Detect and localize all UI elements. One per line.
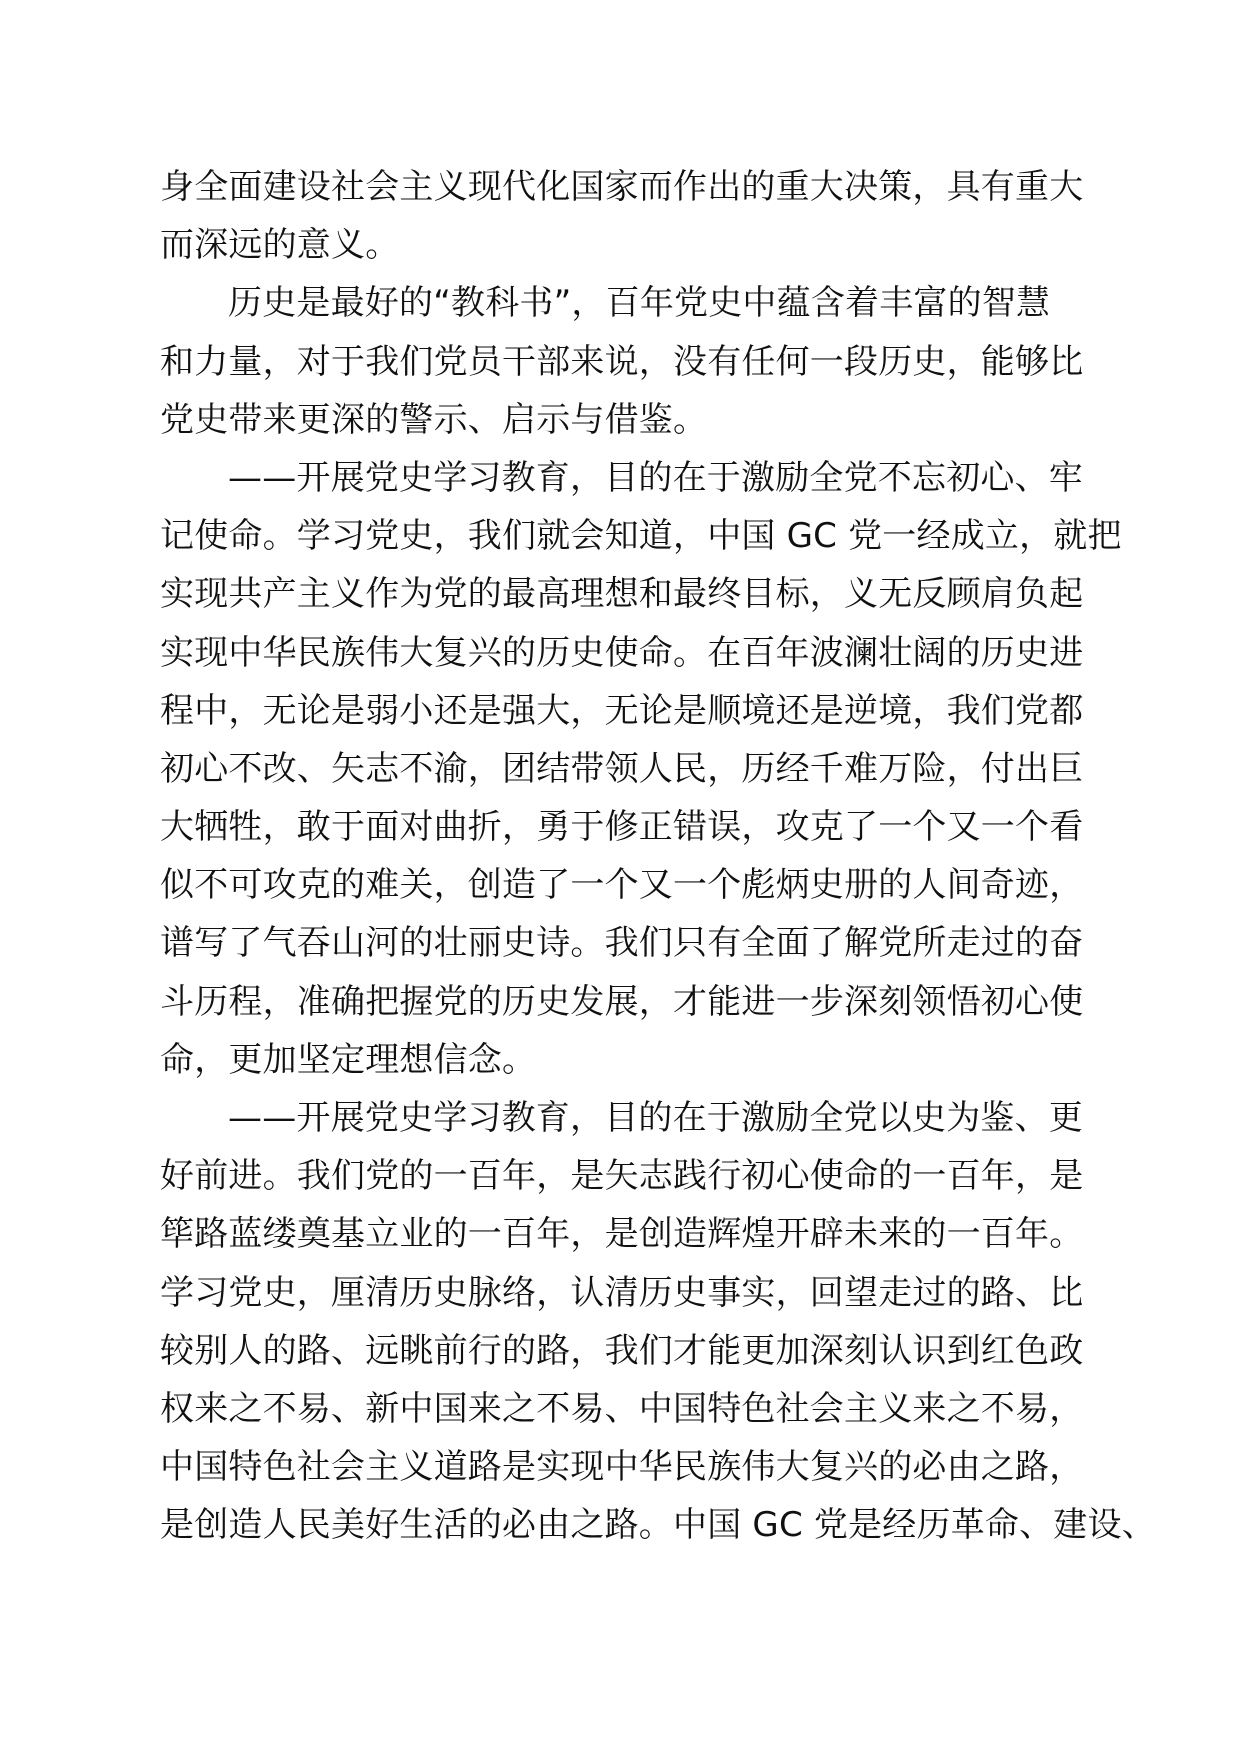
paragraph-start-line: 历史是最好的“教科书”，百年党史中蕴含着丰富的智慧 [228, 283, 1051, 324]
text-line: 程中，无论是弱小还是强大，无论是顺境还是逆境，我们党都 [160, 690, 1084, 731]
text-line: 党史带来更深的警示、启示与借鉴。 [160, 399, 708, 440]
text-line: 实现共产主义作为党的最高理想和最终目标，义无反顾肩负起 [160, 574, 1084, 615]
text-line: 似不可攻克的难关，创造了一个又一个彪炳史册的人间奇迹， [160, 865, 1084, 906]
paragraph-start-line: ——开展党史学习教育，目的在于激励全党以史为鉴、更 [228, 1098, 1083, 1138]
text-line: 命，更加坚定理想信念。 [160, 1039, 537, 1080]
text-line: 是创造人民美好生活的必由之路。中国 GC 党是经历革命、建设、 [160, 1505, 1156, 1546]
text-line: 大牺牲，敢于面对曲折，勇于修正错误，攻克了一个又一个看 [160, 807, 1084, 848]
text-line: 谱写了气吞山河的壮丽史诗。我们只有全面了解党所走过的奋 [160, 923, 1084, 964]
text-line: 实现中华民族伟大复兴的历史使命。在百年波澜壮阔的历史进 [160, 632, 1084, 673]
text-line: 和力量，对于我们党员干部来说，没有任何一段历史，能够比 [160, 341, 1084, 382]
text-line: 身全面建设社会主义现代化国家而作出的重大决策，具有重大 [160, 167, 1084, 207]
text-line: 学习党史，厘清历史脉络，认清历史事实，回望走过的路、比 [160, 1272, 1084, 1313]
text-line: 而深远的意义。 [160, 225, 400, 266]
text-line: 好前进。我们党的一百年，是矢志践行初心使命的一百年，是 [160, 1156, 1084, 1197]
body-text [160, 158, 1156, 1555]
text-line: 筚路蓝缕奠基立业的一百年，是创造辉煌开辟未来的一百年。 [160, 1214, 1084, 1255]
paragraph-start-line: ——开展党史学习教育，目的在于激励全党不忘初心、牢 [228, 457, 1083, 498]
text-line: 初心不改、矢志不渝，团结带领人民，历经千难万险，付出巨 [160, 748, 1084, 789]
text-line: 权来之不易、新中国来之不易、中国特色社会主义来之不易， [160, 1388, 1084, 1429]
text-line: 中国特色社会主义道路是实现中华民族伟大复兴的必由之路， [160, 1447, 1084, 1488]
text-line: 较别人的路、远眺前行的路，我们才能更加深刻认识到红色政 [160, 1330, 1084, 1371]
text-line: 斗历程，准确把握党的历史发展，才能进一步深刻领悟初心使 [160, 981, 1084, 1022]
text-line: 记使命。学习党史，我们就会知道，中国 GC 党一经成立，就把 [160, 516, 1122, 557]
